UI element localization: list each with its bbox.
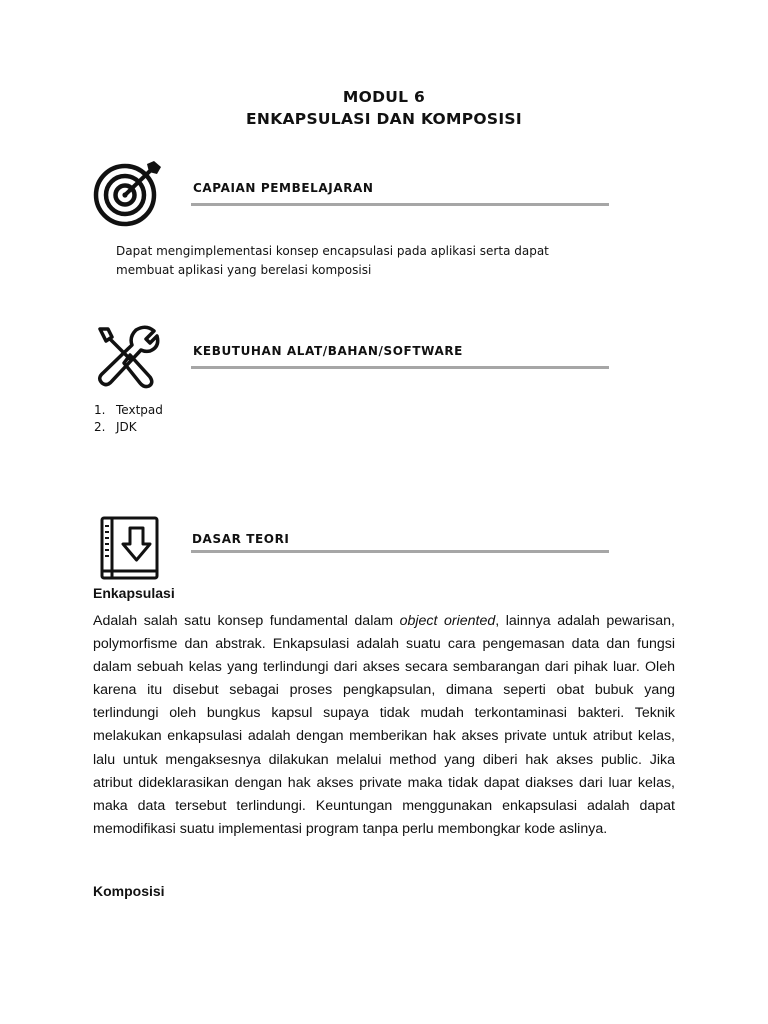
- section-heading-kebutuhan: KEBUTUHAN ALAT/BAHAN/SOFTWARE: [193, 344, 463, 358]
- list-item: [94, 403, 294, 420]
- subheading-komposisi: Komposisi: [93, 883, 165, 899]
- enkapsulasi-paragraph: [93, 610, 675, 841]
- list-item-number: 1.: [94, 403, 106, 417]
- list-item-number: 2.: [94, 420, 106, 434]
- target-icon: [93, 161, 163, 227]
- requirements-list: [94, 403, 294, 437]
- page-title: ENKAPSULASI DAN KOMPOSISI: [246, 110, 522, 128]
- module-number: MODUL 6: [342, 88, 426, 106]
- learning-outcome-line: membuat aplikasi yang berelasi komposisi: [116, 263, 372, 277]
- section-divider: [191, 203, 609, 206]
- paragraph-italic-term: object oriented: [399, 613, 496, 629]
- section-divider: [191, 366, 609, 369]
- learning-outcome-line: Dapat mengimplementasi konsep encapsulasi pada aplikasi serta dapat: [116, 244, 549, 258]
- list-item-label: JDK: [116, 420, 137, 434]
- tools-icon: [94, 325, 160, 389]
- paragraph-text: , lainnya adalah pewarisan, polymorfisme dan abstrak. Enkapsulasi adalah suatu cara pengemasan data dan fungsi dalam sebuah kelas yang terlindungi dari akses secara sembarangan dari pihak luar. Oleh karena itu disebut sebagai proses pengkapsulan, dimana seperti obat bubuk yang terlindungi oleh bungkus kapsul supaya tidak mudah terkontaminasi bakteri. Teknik melakukan enkapsulasi adalah dengan memberikan hak akses private untuk atribut kelas, lalu untuk mengaksesnya dilakukan melalui method yang diberi hak akses public. Jika atribut dideklarasikan dengan hak akses private maka tidak dapat diakses dari luar kelas, maka data tersebut terlindungi. Keuntungan menggunakan enkapsulasi adalah dapat memodifikasi suatu implementasi program tanpa perlu membongkar kode aslinya.: [93, 613, 675, 837]
- book-download-icon: [100, 516, 160, 584]
- section-heading-dasar-teori: DASAR TEORI: [192, 532, 290, 546]
- paragraph-text: Adalah salah satu konsep fundamental dalam: [93, 613, 400, 629]
- section-divider: [191, 550, 609, 553]
- list-item: [94, 420, 294, 437]
- learning-outcome-text: [116, 242, 676, 280]
- section-heading-capaian: CAPAIAN PEMBELAJARAN: [193, 181, 374, 195]
- subheading-enkapsulasi: Enkapsulasi: [93, 585, 175, 601]
- list-item-label: Textpad: [116, 403, 163, 417]
